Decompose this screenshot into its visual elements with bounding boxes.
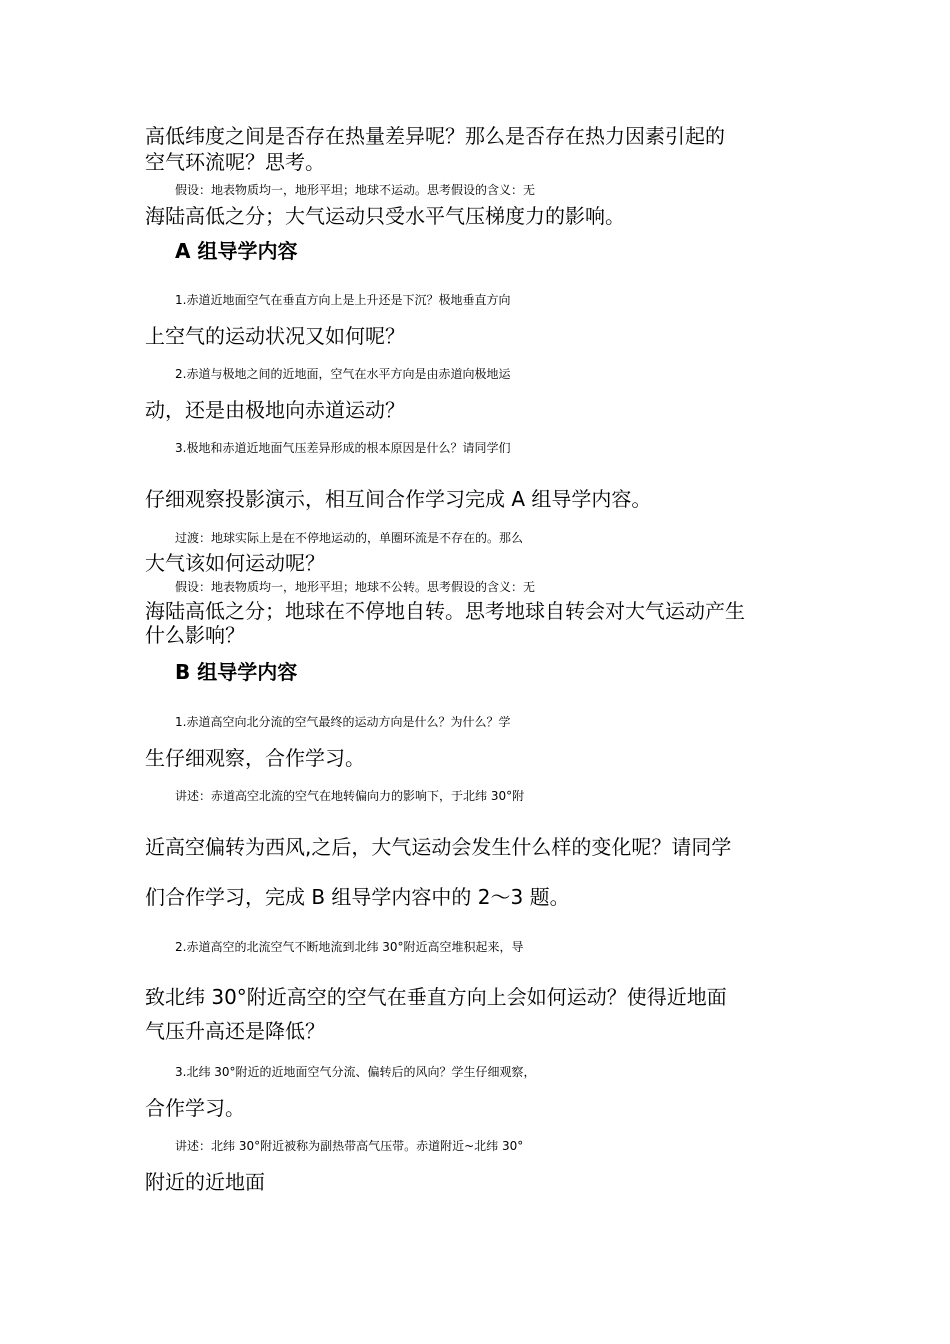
a-item-1-line-2: 上空气的运动状况又如何呢？	[145, 324, 405, 348]
intro-line-2: 空气环流呢？思考。	[145, 150, 325, 174]
transition-line-1: 过渡：地球实际上是在不停地运动的，单圈环流是不存在的。那么	[175, 531, 524, 545]
assumption-2-line-1: 假设：地表物质均一，地形平坦；地球不公转。思考假设的含义：无	[175, 580, 536, 594]
b-item-3-line-1: 3.北纬 30°附近的近地面空气分流、偏转后的风向？学生仔细观察，	[175, 1065, 536, 1079]
b-narration-2-line-1: 讲述：北纬 30°附近被称为副热带高气压带。赤道附近~北纬 30°	[175, 1139, 524, 1153]
b-item-1-line-1: 1.赤道高空向北分流的空气最终的运动方向是什么？为什么？学	[175, 715, 511, 729]
a-item-3-line-2: 仔细观察投影演示，相互间合作学习完成 A 组导学内容。	[145, 487, 652, 511]
a-item-2-line-1: 2.赤道与极地之间的近地面，空气在水平方向是由赤道向极地运	[175, 367, 511, 381]
b-item-1-line-2: 生仔细观察，合作学习。	[145, 746, 365, 770]
intro-line-1: 高低纬度之间是否存在热量差异呢？那么是否存在热力因素引起的	[145, 124, 725, 148]
b-narration-1-line-2: 近高空偏转为西风,之后，大气运动会发生什么样的变化呢？请同学	[145, 835, 732, 859]
b-item-3-line-2: 合作学习。	[145, 1096, 245, 1120]
assumption-1-line-2: 海陆高低之分；大气运动只受水平气压梯度力的影响。	[145, 204, 625, 228]
b-item-2-line-2: 致北纬 30°附近高空的空气在垂直方向上会如何运动？使得近地面	[145, 985, 727, 1009]
b-item-2-line-3: 气压升高还是降低？	[145, 1019, 325, 1043]
a-item-1-line-1: 1.赤道近地面空气在垂直方向上是上升还是下沉？极地垂直方向	[175, 293, 511, 307]
b-narration-2-line-2: 附近的近地面	[145, 1170, 265, 1194]
b-item-2-line-1: 2.赤道高空的北流空气不断地流到北纬 30°附近高空堆积起来，导	[175, 940, 524, 954]
a-item-3-line-1: 3.极地和赤道近地面气压差异形成的根本原因是什么？请同学们	[175, 441, 511, 455]
assumption-1-line-1: 假设：地表物质均一，地形平坦；地球不运动。思考假设的含义：无	[175, 183, 536, 197]
b-narration-1-line-3: 们合作学习，完成 B 组导学内容中的 2～3 题。	[145, 885, 570, 909]
assumption-2-line-3: 什么影响？	[145, 623, 245, 647]
transition-line-2: 大气该如何运动呢？	[145, 551, 325, 575]
b-narration-1-line-1: 讲述：赤道高空北流的空气在地转偏向力的影响下，于北纬 30°附	[175, 789, 525, 803]
section-heading-a: A 组导学内容	[175, 239, 298, 263]
section-heading-b: B 组导学内容	[175, 660, 298, 684]
assumption-2-line-2: 海陆高低之分；地球在不停地自转。思考地球自转会对大气运动产生	[145, 599, 745, 623]
a-item-2-line-2: 动，还是由极地向赤道运动？	[145, 398, 405, 422]
